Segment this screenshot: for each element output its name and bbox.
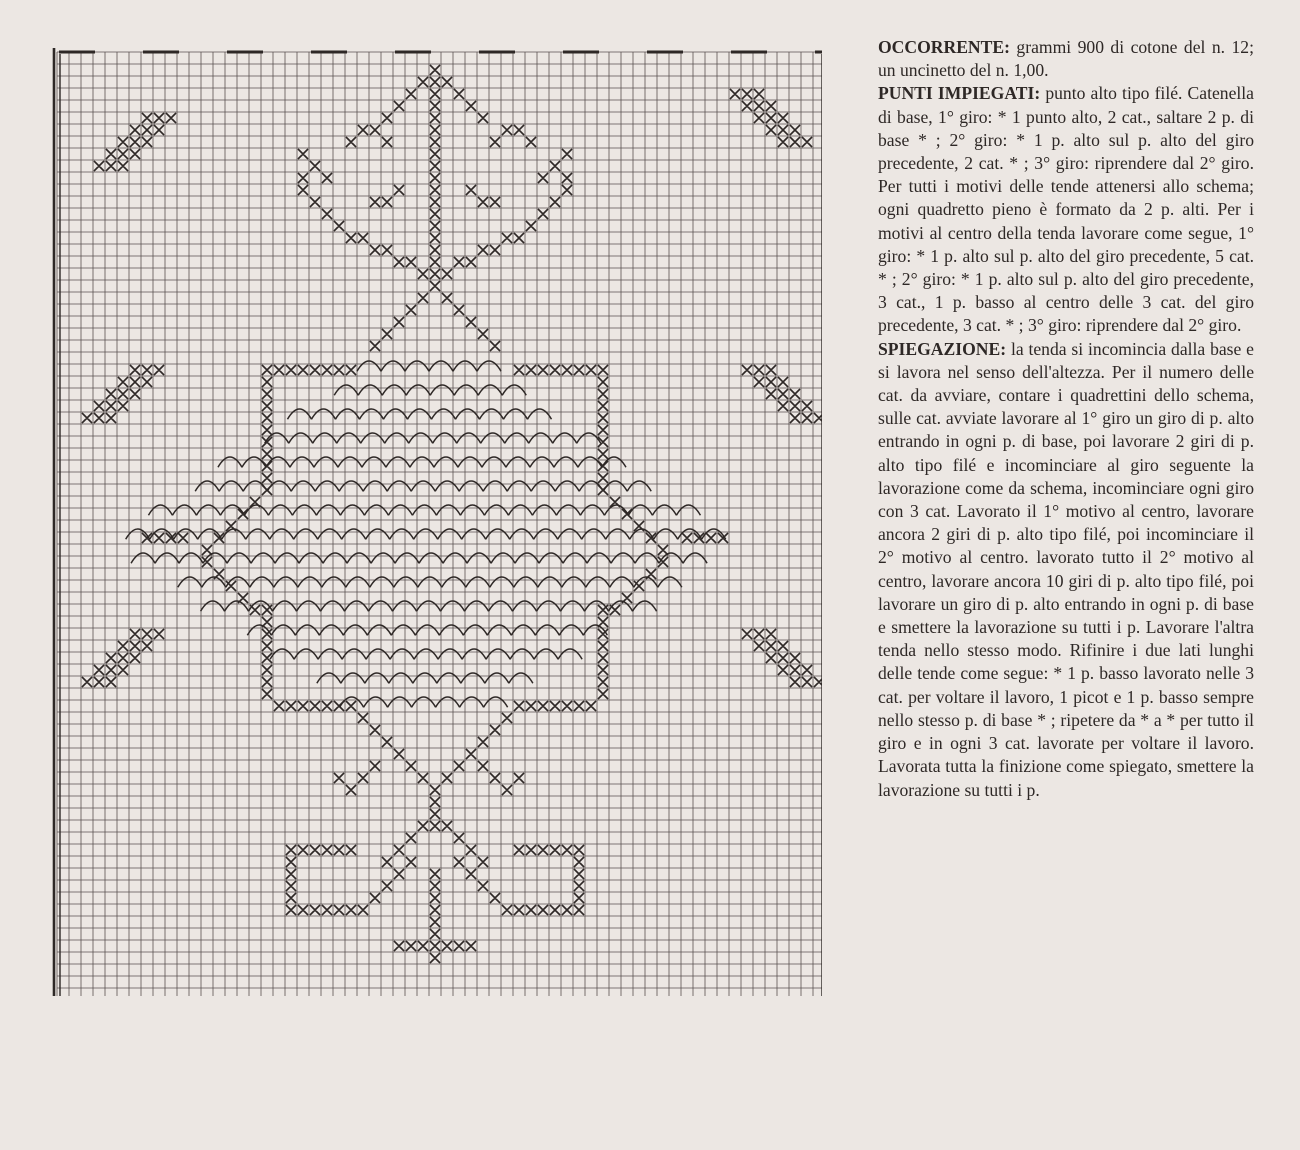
filled-square-crosses [82, 65, 822, 963]
outer-frame [54, 48, 822, 996]
punti-text: punto alto tipo filé. Catenella di base, 1° giro: * 1 punto alto, 2 cat., saltare 2 p. di base * ; 2° giro: * 1 p. alto sul p. alto del giro precedente, 2 cat. * ; 3° giro: riprendere dal 2° giro. Per tutti i motivi delle tende attenersi allo schema; ogni quadretto pieno è formato da 2 p. alti. Per i motivi al centro della tenda lavorare come segue, 1° giro: * 1 p. alto sul p. alto del giro precedente, 5 cat. * ; 2° giro: * 1 p. alto sul p. alto del giro precedente, 3 cat., 1 p. basso al centro delle 3 cat. del giro precedente, 3 cat. * ; 3° giro: riprendere dal 2° giro. [878, 83, 1254, 336]
chart-border [54, 48, 822, 996]
crochet-chart [52, 40, 822, 996]
spiegazione-paragraph [878, 338, 1254, 802]
cross-marks [82, 65, 822, 963]
punti-paragraph [878, 82, 1254, 337]
punti-heading: PUNTI IMPIEGATI: [878, 83, 1041, 104]
instructions-column [878, 36, 1254, 802]
spiegazione-text: la tenda si incomincia dalla base e si lavora nel senso dell'altezza. Per il numero delle cat. da avviare, contare i quadrettini dello schema, sulle cat. avviate lavorare al 1° giro un giro di p. alto entrando in ogni p. di base, poi lavorare 2 giri di p. alto tipo filé e incominciare al giro seguente la lavorazione come da schema, incominciare ogni giro con 3 cat. Lavorato il 1° motivo al centro, lavorare ancora 2 giri di p. alto tipo filé, poi incominciare il 2° motivo al centro. lavorato tutto il 2° motivo al centro, lavorare ancora 10 giri di p. alto tipo filé, poi lavorare un giro di p. alto entrando in ogni p. di base e smettere la lavorazione su tutti i p. Lavorare l'altra tenda nello stesso modo. Rifinire i due lati lunghi delle tende come segue: * 1 p. basso lavorato nelle 3 cat. per voltare il lavoro, 1 picot e 1 p. basso sempre nello stesso p. di base * ; ripetere da * a * per tutto il giro e in ogni 3 cat. lavorate per voltare il lavoro. Lavorata tutta la finizione come spiegato, smettere la lavorazione su tutti i p. [878, 338, 1254, 800]
spiegazione-heading: SPIEGAZIONE: [878, 338, 1007, 359]
occorrente-paragraph [878, 36, 1254, 82]
occorrente-heading: OCCORRENTE: [878, 37, 1010, 57]
occorrente-text: grammi 900 di cotone del n. 12; un uncinetto del n. 1,00. [878, 37, 1254, 81]
